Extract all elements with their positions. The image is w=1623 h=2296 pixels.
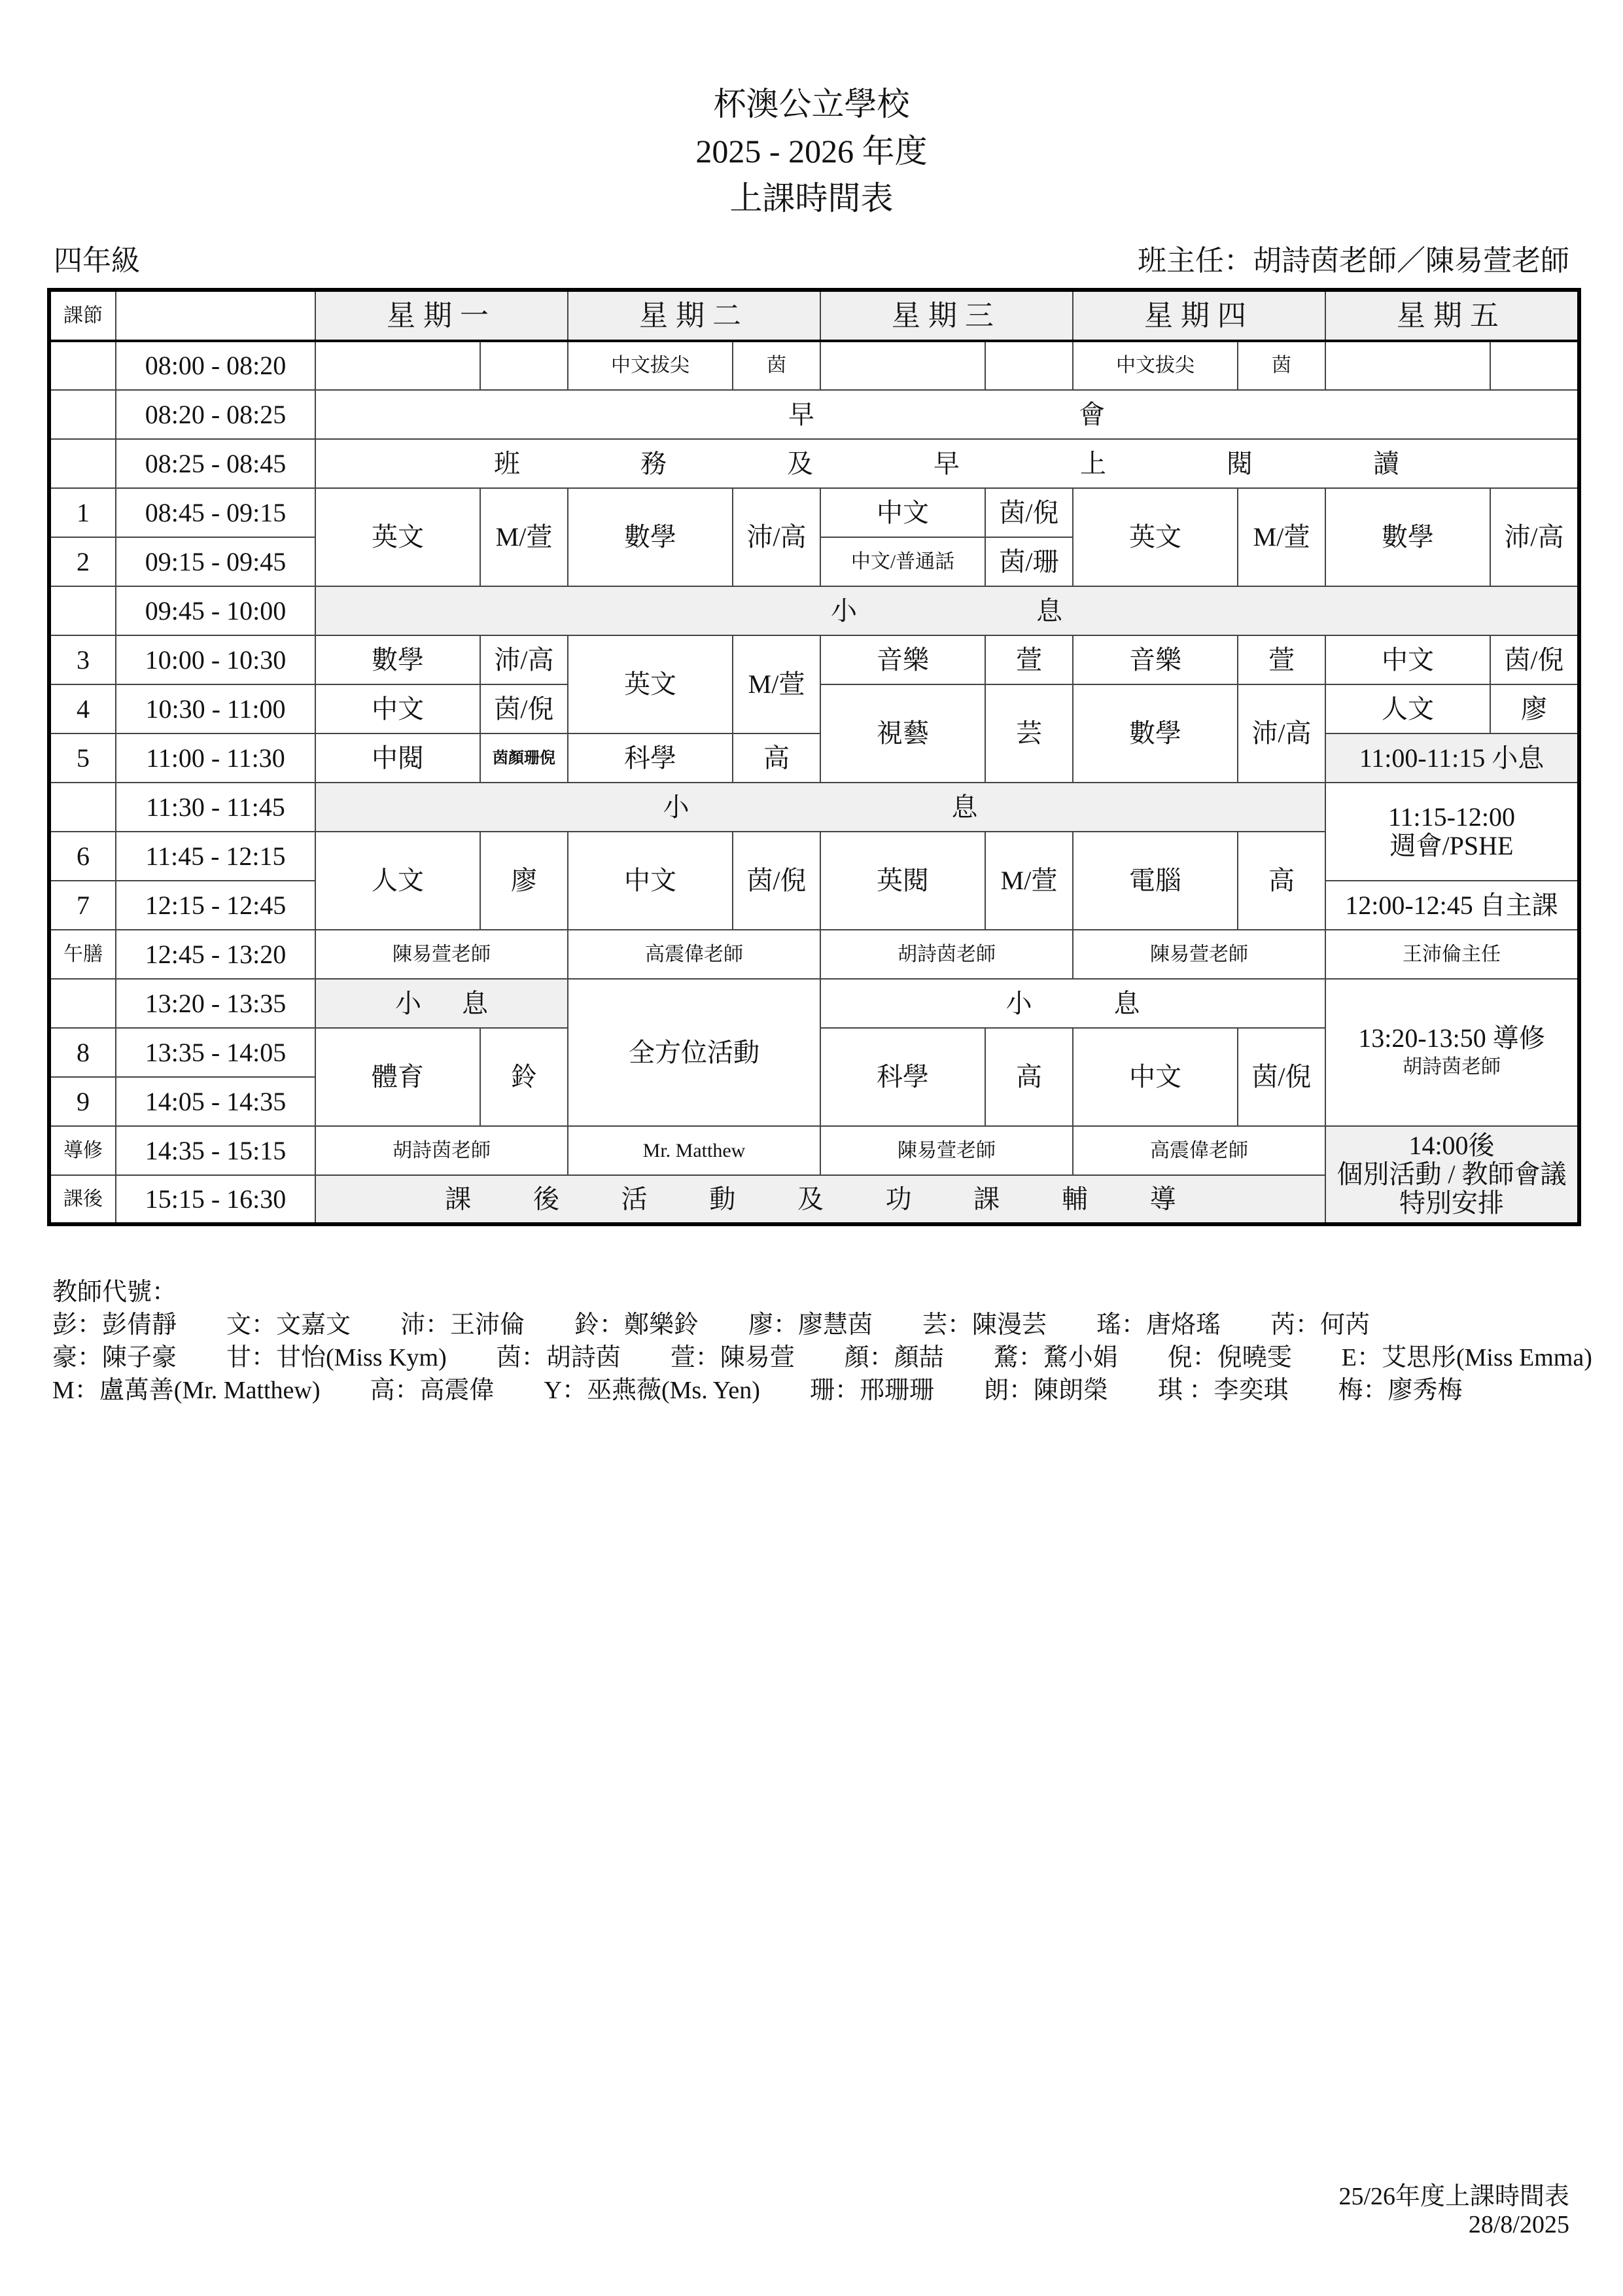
time-column-header bbox=[116, 290, 315, 341]
time-cell: 14:35 - 15:15 bbox=[116, 1126, 315, 1175]
tutorial-teacher: 胡詩茵老師 bbox=[1403, 1055, 1501, 1078]
subject-cell: 中閱 bbox=[315, 733, 480, 783]
period-cell: 8 bbox=[49, 1028, 116, 1077]
class-teacher-label: 班主任：胡詩茵老師／陳易萱老師 bbox=[1138, 245, 1569, 277]
time-cell: 08:00 - 08:20 bbox=[116, 341, 315, 390]
teacher-cell: 沛/高 bbox=[480, 635, 568, 684]
cell bbox=[985, 341, 1073, 390]
spread-char: 及 bbox=[787, 448, 813, 478]
time-cell: 09:45 - 10:00 bbox=[116, 586, 315, 635]
table-row bbox=[49, 341, 1579, 390]
spread-char: 讀 bbox=[1373, 448, 1399, 478]
teacher-cell: 茵 bbox=[1238, 341, 1325, 390]
period-cell: 導修 bbox=[49, 1126, 116, 1175]
friday-assembly-cell bbox=[1325, 783, 1579, 881]
spread-char: 活 bbox=[621, 1184, 648, 1214]
time-cell: 12:45 - 13:20 bbox=[116, 930, 315, 979]
teacher-cell: 萱 bbox=[985, 635, 1073, 684]
teacher-cell: 萱 bbox=[1238, 635, 1325, 684]
subject-cell: 中文拔尖 bbox=[1073, 341, 1238, 390]
period-cell bbox=[49, 783, 116, 832]
morning-assembly-cell bbox=[315, 390, 1579, 439]
subject-cell: 中文 bbox=[315, 684, 480, 733]
time-cell: 13:20 - 13:35 bbox=[116, 979, 315, 1028]
time-cell: 08:20 - 08:25 bbox=[116, 390, 315, 439]
day-header-wed: 星期三 bbox=[820, 290, 1073, 341]
assembly-time: 11:15-12:00 bbox=[1387, 802, 1516, 832]
subject-cell: 中文 bbox=[1073, 1028, 1238, 1126]
time-cell: 15:15 - 16:30 bbox=[116, 1175, 315, 1224]
teacher-cell: 廖 bbox=[1490, 684, 1579, 733]
spread-char: 早 bbox=[788, 399, 814, 429]
spread-char: 動 bbox=[709, 1184, 736, 1214]
table-row bbox=[49, 733, 1579, 783]
teacher-cell: 沛/高 bbox=[733, 488, 820, 586]
after-activity: 個別活動 / 教師會議 bbox=[1336, 1159, 1567, 1189]
spread-char: 務 bbox=[640, 448, 667, 478]
after-time: 14:00後 bbox=[1408, 1131, 1495, 1160]
subject-cell: 中文/普通話 bbox=[820, 537, 985, 586]
teacher-cell: 鈴 bbox=[480, 1028, 568, 1126]
spread-char: 小 bbox=[663, 792, 689, 822]
table-header-row bbox=[49, 290, 1579, 341]
subject-cell: 英文 bbox=[568, 635, 733, 733]
subject-cell: 人文 bbox=[1325, 684, 1490, 733]
subject-cell: 數學 bbox=[568, 488, 733, 586]
day-header-fri: 星期五 bbox=[1325, 290, 1579, 341]
time-cell: 08:25 - 08:45 bbox=[116, 439, 315, 488]
spread-char: 會 bbox=[1079, 399, 1105, 429]
footer-doc-name: 25/26年度上課時間表 bbox=[1338, 2183, 1569, 2210]
spread-char: 小 bbox=[395, 988, 421, 1018]
period-cell: 1 bbox=[49, 488, 116, 537]
friday-self-study-cell: 12:00-12:45 自主課 bbox=[1325, 881, 1579, 930]
subject-cell: 電腦 bbox=[1073, 832, 1238, 930]
subject-cell: 視藝 bbox=[820, 684, 985, 783]
spread-char: 後 bbox=[532, 1184, 559, 1214]
document-title: 上課時間表 bbox=[729, 180, 894, 217]
spread-char: 息 bbox=[462, 988, 488, 1018]
tutorial-time: 13:20-13:50 導修 bbox=[1358, 1023, 1545, 1053]
time-cell: 13:35 - 14:05 bbox=[116, 1028, 315, 1077]
subject-cell: 英閱 bbox=[820, 832, 985, 930]
table-row bbox=[49, 635, 1579, 684]
subject-cell: 英文 bbox=[315, 488, 480, 586]
period-cell bbox=[49, 979, 116, 1028]
teacher-cell: 茵/倪 bbox=[480, 684, 568, 733]
spread-char: 早 bbox=[934, 448, 960, 478]
school-name: 杯澳公立學校 bbox=[713, 86, 910, 122]
teacher-cell: 茵/倪 bbox=[733, 832, 820, 930]
period-cell: 3 bbox=[49, 635, 116, 684]
legend-line: 豪：陳子豪 甘：甘怡(Miss Kym) 茵：胡詩茵 萱：陳易萱 顏：顏喆 騖：騖小娟 倪：倪曉雯 E：艾思彤(Miss Emma) bbox=[52, 1344, 1592, 1371]
time-cell: 11:45 - 12:15 bbox=[116, 832, 315, 881]
period-cell bbox=[49, 341, 116, 390]
teacher-cell: 高 bbox=[985, 1028, 1073, 1126]
spread-char: 小 bbox=[831, 595, 857, 626]
teacher-cell: 廖 bbox=[480, 832, 568, 930]
time-cell: 09:15 - 09:45 bbox=[116, 537, 315, 586]
spread-char: 閱 bbox=[1227, 448, 1253, 478]
legend-title: 教師代號： bbox=[52, 1279, 177, 1306]
subject-cell: 音樂 bbox=[1073, 635, 1238, 684]
legend-line: 彭：彭倩靜 文：文嘉文 沛：王沛倫 鈴：鄭樂鈴 廖：廖慧茵 芸：陳漫芸 瑤：唐烙瑤 芮：何芮 bbox=[52, 1311, 1370, 1339]
lunch-duty-cell: 王沛倫主任 bbox=[1325, 930, 1579, 979]
day-header-thu: 星期四 bbox=[1073, 290, 1325, 341]
subject-cell: 中文 bbox=[1325, 635, 1490, 684]
subject-cell: 音樂 bbox=[820, 635, 985, 684]
subject-cell: 英文 bbox=[1073, 488, 1238, 586]
spread-char: 息 bbox=[1036, 595, 1062, 626]
teacher-cell: M/萱 bbox=[985, 832, 1073, 930]
subject-cell: 數學 bbox=[315, 635, 480, 684]
homeroom-reading-cell bbox=[315, 439, 1579, 488]
grade-label: 四年級 bbox=[54, 245, 140, 277]
teacher-cell: 茵 bbox=[733, 341, 820, 390]
assembly-label: 週會/PSHE bbox=[1389, 831, 1514, 860]
spread-char: 上 bbox=[1080, 448, 1106, 478]
subject-cell: 中文拔尖 bbox=[568, 341, 733, 390]
spread-char: 班 bbox=[494, 448, 520, 478]
spread-char: 課 bbox=[973, 1184, 1000, 1214]
period-column-header: 課節 bbox=[49, 290, 116, 341]
time-cell: 12:15 - 12:45 bbox=[116, 881, 315, 930]
tutorial-teacher-cell: 胡詩茵老師 bbox=[315, 1126, 568, 1175]
teacher-cell: 茵顏珊倪 bbox=[480, 733, 568, 783]
period-cell: 9 bbox=[49, 1077, 116, 1126]
subject-cell: 科學 bbox=[820, 1028, 985, 1126]
teacher-cell: M/萱 bbox=[1238, 488, 1325, 586]
time-cell: 11:30 - 11:45 bbox=[116, 783, 315, 832]
timetable bbox=[47, 288, 1581, 1226]
table-row bbox=[49, 390, 1579, 439]
after-note: 特別安排 bbox=[1399, 1188, 1504, 1218]
teacher-cell: 茵/倪 bbox=[1490, 635, 1579, 684]
time-cell: 08:45 - 09:15 bbox=[116, 488, 315, 537]
lunch-duty-cell: 陳易萱老師 bbox=[315, 930, 568, 979]
spread-char: 功 bbox=[885, 1184, 912, 1214]
tutorial-teacher-cell: Mr. Matthew bbox=[568, 1126, 820, 1175]
teacher-cell: M/萱 bbox=[733, 635, 820, 733]
spread-char: 及 bbox=[797, 1184, 824, 1214]
time-cell: 11:00 - 11:30 bbox=[116, 733, 315, 783]
cell bbox=[1490, 341, 1579, 390]
day-header-mon: 星期一 bbox=[315, 290, 568, 341]
table-row bbox=[49, 586, 1579, 635]
teacher-cell: 沛/高 bbox=[1490, 488, 1579, 586]
time-cell: 10:30 - 11:00 bbox=[116, 684, 315, 733]
cell bbox=[820, 341, 985, 390]
spread-char: 息 bbox=[1113, 988, 1140, 1018]
recess-cell bbox=[315, 783, 1325, 832]
recess-cell bbox=[315, 586, 1579, 635]
period-cell: 午膳 bbox=[49, 930, 116, 979]
teacher-cell: 芸 bbox=[985, 684, 1073, 783]
subject-cell: 中文 bbox=[568, 832, 733, 930]
friday-tutorial-cell bbox=[1325, 979, 1579, 1126]
spread-char: 輔 bbox=[1061, 1184, 1088, 1214]
teacher-cell: 茵/倪 bbox=[985, 488, 1073, 537]
time-cell: 10:00 - 10:30 bbox=[116, 635, 315, 684]
day-header-tue: 星期二 bbox=[568, 290, 820, 341]
spread-char: 息 bbox=[951, 792, 978, 822]
friday-recess-cell: 11:00-11:15 小息 bbox=[1325, 733, 1579, 783]
table-row bbox=[49, 930, 1579, 979]
lunch-duty-cell: 陳易萱老師 bbox=[1073, 930, 1325, 979]
table-row bbox=[49, 439, 1579, 488]
tutorial-teacher-cell: 高震偉老師 bbox=[1073, 1126, 1325, 1175]
subject-cell: 體育 bbox=[315, 1028, 480, 1126]
subject-cell: 數學 bbox=[1325, 488, 1490, 586]
recess-cell bbox=[820, 979, 1325, 1028]
teacher-cell: 茵/倪 bbox=[1238, 1028, 1325, 1126]
teacher-cell: 高 bbox=[1238, 832, 1325, 930]
period-cell: 4 bbox=[49, 684, 116, 733]
afterschool-cell bbox=[315, 1175, 1325, 1224]
tutorial-teacher-cell: 陳易萱老師 bbox=[820, 1126, 1073, 1175]
table-row bbox=[49, 488, 1579, 537]
period-cell bbox=[49, 586, 116, 635]
cell bbox=[1325, 341, 1490, 390]
lunch-duty-cell: 高震偉老師 bbox=[568, 930, 820, 979]
subject-cell: 科學 bbox=[568, 733, 733, 783]
teacher-cell: 高 bbox=[733, 733, 820, 783]
table-row bbox=[49, 1126, 1579, 1175]
spread-char: 課 bbox=[445, 1184, 472, 1214]
spread-char: 導 bbox=[1149, 1184, 1176, 1214]
period-cell bbox=[49, 390, 116, 439]
spread-char: 小 bbox=[1005, 988, 1032, 1018]
teacher-code-legend bbox=[52, 1276, 1592, 1407]
period-cell: 5 bbox=[49, 733, 116, 783]
time-cell: 14:05 - 14:35 bbox=[116, 1077, 315, 1126]
period-cell bbox=[49, 439, 116, 488]
period-cell: 7 bbox=[49, 881, 116, 930]
teacher-cell: M/萱 bbox=[480, 488, 568, 586]
subject-cell: 人文 bbox=[315, 832, 480, 930]
table-row bbox=[49, 783, 1579, 832]
subject-cell: 中文 bbox=[820, 488, 985, 537]
school-year: 2025 - 2026 年度 bbox=[695, 133, 928, 169]
teacher-cell: 沛/高 bbox=[1238, 684, 1325, 783]
subject-cell: 數學 bbox=[1073, 684, 1238, 783]
recess-cell bbox=[315, 979, 568, 1028]
period-cell: 2 bbox=[49, 537, 116, 586]
table-row bbox=[49, 979, 1579, 1028]
period-cell: 課後 bbox=[49, 1175, 116, 1224]
all-round-activity-cell: 全方位活動 bbox=[568, 979, 820, 1126]
period-cell: 6 bbox=[49, 832, 116, 881]
cell bbox=[480, 341, 568, 390]
teacher-cell: 茵/珊 bbox=[985, 537, 1073, 586]
footer-date: 28/8/2025 bbox=[1468, 2211, 1569, 2238]
friday-after-cell bbox=[1325, 1126, 1579, 1224]
lunch-duty-cell: 胡詩茵老師 bbox=[820, 930, 1073, 979]
legend-line: M：盧萬善(Mr. Matthew) 高：高震偉 Y：巫燕薇(Ms. Yen) 珊：邢珊珊 朗：陳朗榮 琪 ：李奕琪 梅：廖秀梅 bbox=[52, 1377, 1463, 1404]
cell bbox=[315, 341, 480, 390]
